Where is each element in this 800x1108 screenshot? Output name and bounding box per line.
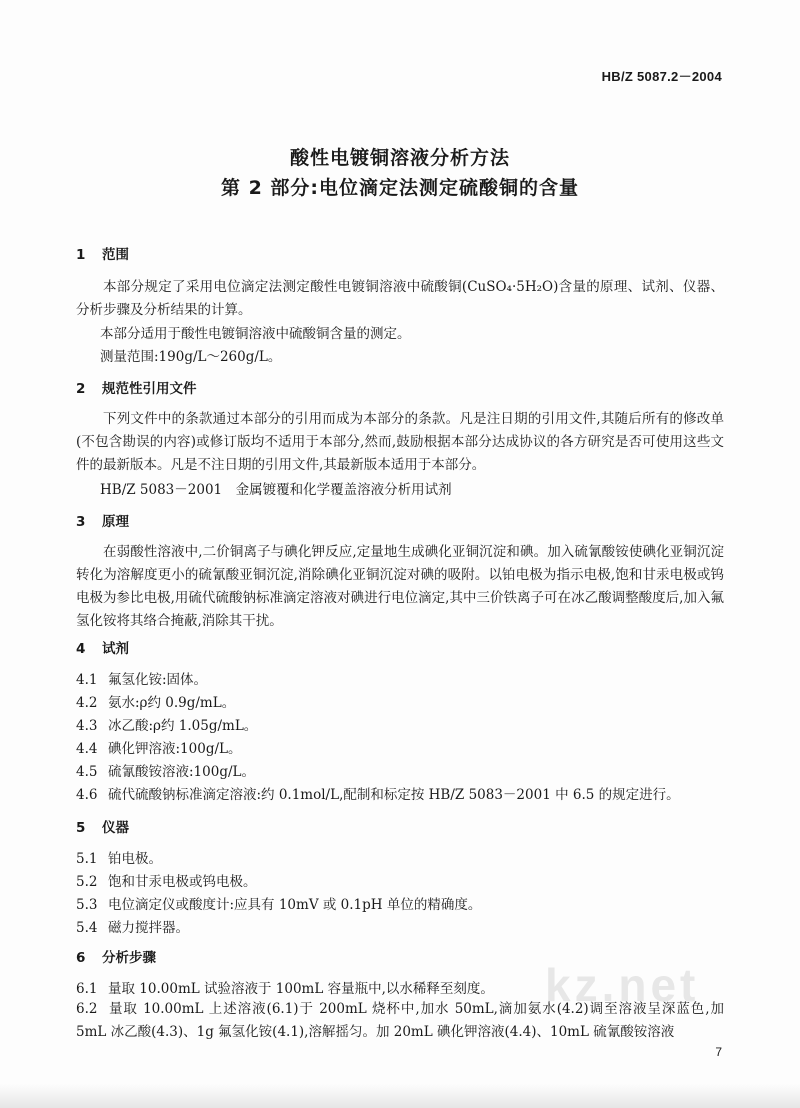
item-text: 饱和甘汞电极或钨电极。: [108, 874, 257, 890]
item-number: 5.3: [76, 897, 98, 913]
section-1-heading: [76, 243, 129, 263]
section-title: 仪器: [102, 820, 129, 836]
section-5-heading: [76, 816, 129, 836]
item-text: 氟氢化铵:固体。: [108, 672, 208, 688]
item-text: 电位滴定仪或酸度计:应具有 10mV 或 0.1pH 单位的精确度。: [108, 897, 482, 913]
section-3-para-1: 在弱酸性溶液中,二价铜离子与碘化钾反应,定量地生成碘化亚铜沉淀和碘。加入硫氰酸铵使碘化亚铜沉淀转化为溶解度更小的硫氰酸亚铜沉淀,消除碘化亚铜沉淀对碘的吸附。以铂电极为指示电极,饱和甘汞电极或钨电极为参比电极,用硫代硫酸钠标准滴定溶液对碘进行电位滴定,其中三价铁离子可在冰乙酸调整酸度后,加入氟氢化铵将其络合掩蔽,消除其干扰。: [76, 544, 724, 629]
watermark: kz.net: [545, 959, 700, 1011]
section-3-heading: [76, 510, 129, 530]
item-text: 碘化钾溶液:100g/L。: [108, 741, 242, 757]
item-number: 4.1: [76, 672, 98, 688]
item-text: 量取 10.00mL 上述溶液(6.1)于 200mL 烧杯中,加水 50mL,滴加氨水(4.2)调至溶液呈深蓝色,加 5mL 冰乙酸(4.3)、1g 氟氢化铵(4.1),溶解摇匀。加 20mL 碘化钾溶液(4.4)、10mL 硫氰酸铵溶液: [76, 1001, 724, 1040]
reagent-item: [76, 737, 241, 757]
reagent-item: [76, 668, 207, 688]
instrument-item: [76, 847, 162, 867]
standard-number: HB/Z 5087.2－2004: [601, 69, 722, 84]
instrument-item: [76, 893, 481, 913]
item-number: 4.2: [76, 695, 98, 711]
item-number: 4.3: [76, 718, 98, 734]
section-number: 4: [76, 641, 86, 657]
reagent-item: [76, 783, 680, 803]
section-2-para-1: 下列文件中的条款通过本部分的引用而成为本部分的条款。凡是注日期的引用文件,其随后所有的修改单(不包含勘误的内容)或修订版均不适用于本部分,然而,鼓励根据本部分达成协议的各方研究是否可使用这些文件的最新版本。凡是不注日期的引用文件,其最新版本适用于本部分。: [76, 411, 724, 473]
section-title: 范围: [102, 247, 129, 263]
item-number: 6.1: [76, 981, 98, 997]
section-1-para-1: 本部分规定了采用电位滴定法测定酸性电镀铜溶液中硫酸铜(CuSO₄·5H₂O)含量的原理、试剂、仪器、分析步骤及分析结果的计算。: [76, 279, 724, 318]
item-text: 硫代硫酸钠标准滴定溶液:约 0.1mol/L,配制和标定按 HB/Z 5083－2001 中 6.5 的规定进行。: [108, 787, 680, 803]
section-1-para-2: 本部分适用于酸性电镀铜溶液中硫酸铜含量的测定。: [100, 326, 411, 342]
item-text: 磁力搅拌器。: [108, 920, 189, 936]
item-number: 5.4: [76, 920, 98, 936]
section-number: 5: [76, 820, 86, 836]
section-1-para-3: 测量范围:190g/L～260g/L。: [100, 349, 282, 365]
item-number: 6.2: [76, 1001, 98, 1017]
section-number: 2: [76, 381, 86, 397]
item-number: 5.1: [76, 851, 98, 867]
reagent-item: [76, 760, 255, 780]
section-number: 3: [76, 514, 86, 530]
section-4-heading: [76, 637, 129, 657]
item-number: 4.6: [76, 787, 98, 803]
page-bottom-shadow: [0, 1084, 800, 1108]
section-number: 1: [76, 247, 86, 263]
section-number: 6: [76, 950, 86, 966]
instrument-item: [76, 870, 257, 890]
item-text: 硫氰酸铵溶液:100g/L。: [108, 764, 255, 780]
section-2-reference: HB/Z 5083－2001 金属镀覆和化学覆盖溶液分析用试剂: [100, 482, 452, 498]
reagent-item: [76, 691, 235, 711]
section-2-heading: [76, 377, 197, 397]
item-text: 量取 10.00mL 试验溶液于 100mL 容量瓶中,以水稀释至刻度。: [108, 981, 494, 997]
section-title: 原理: [102, 514, 129, 530]
title-line-1: 酸性电镀铜溶液分析方法: [289, 147, 510, 169]
item-text: 冰乙酸:ρ约 1.05g/mL。: [108, 718, 258, 734]
section-title: 分析步骤: [102, 950, 156, 966]
item-text: 铂电极。: [108, 851, 162, 867]
instrument-item: [76, 916, 189, 936]
page-number: 7: [715, 1045, 722, 1059]
procedure-item: [76, 977, 494, 997]
title-line-2: 第 2 部分:电位滴定法测定硫酸铜的含量: [220, 177, 580, 199]
item-text: 氨水:ρ约 0.9g/mL。: [108, 695, 236, 711]
section-title: 试剂: [102, 641, 129, 657]
item-number: 4.5: [76, 764, 98, 780]
section-title: 规范性引用文件: [102, 381, 197, 397]
item-number: 4.4: [76, 741, 98, 757]
reagent-item: [76, 714, 257, 734]
item-number: 5.2: [76, 874, 98, 890]
section-6-heading: [76, 946, 156, 966]
